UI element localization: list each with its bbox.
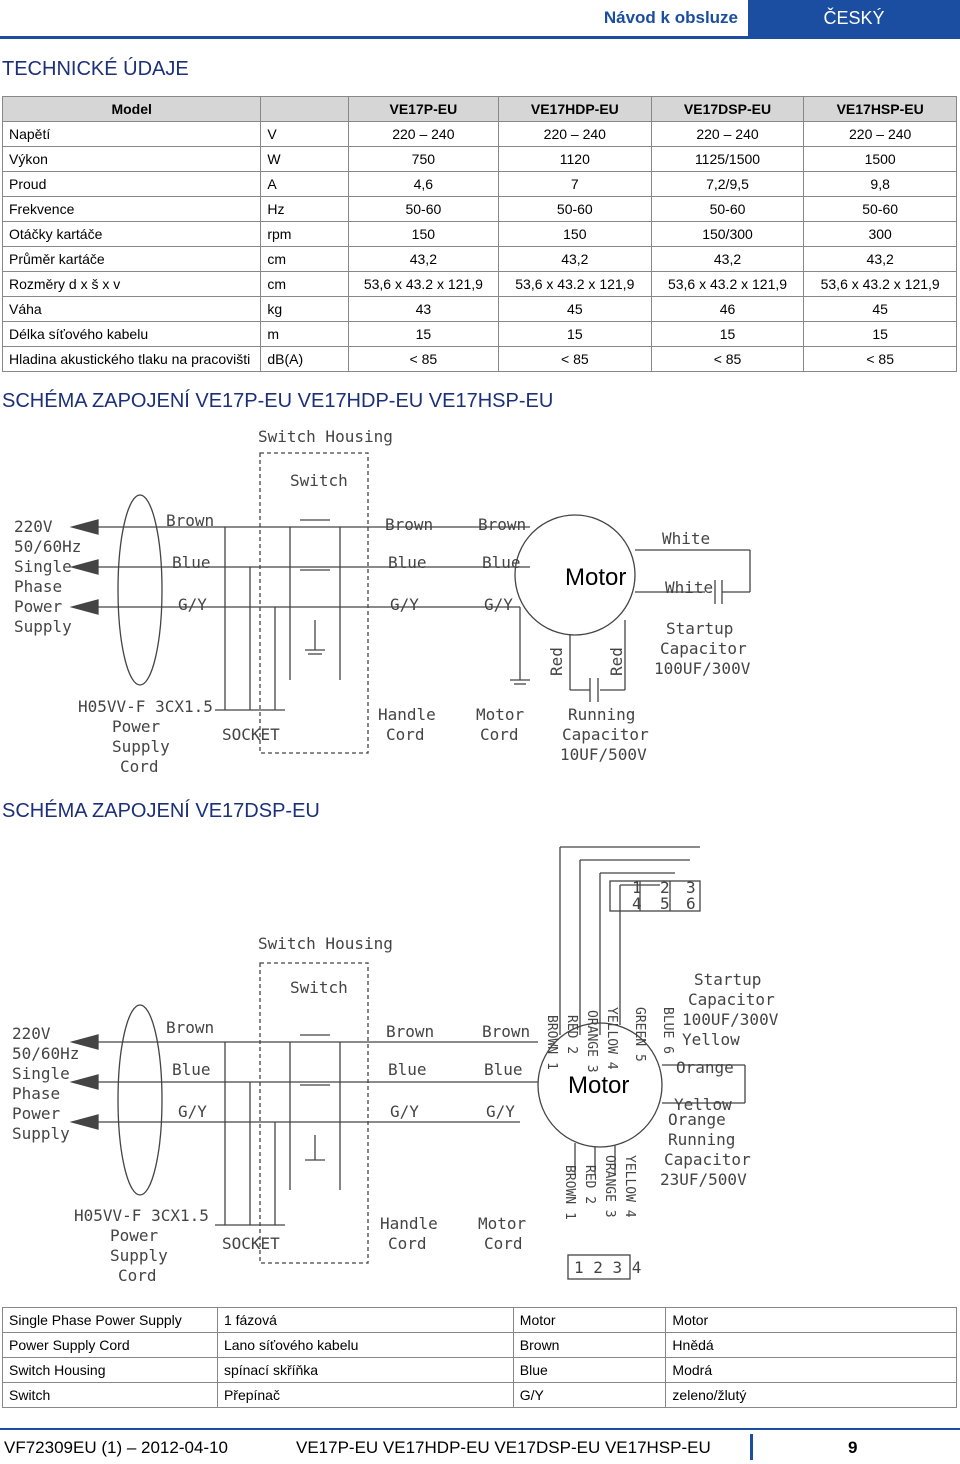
wiring-diagram-1	[0, 420, 960, 790]
d2-terminal-strip: 1 2 3 4	[574, 1258, 642, 1277]
d1-supply-5: Power	[14, 597, 63, 616]
legend-cell: Power Supply Cord	[3, 1333, 218, 1358]
d2-gy-3: G/Y	[486, 1102, 515, 1121]
d2-wire-top-5: GREEN 5	[632, 1007, 647, 1062]
spec-value: 50-60	[498, 197, 651, 222]
d2-wire-top-1: BROWN 1	[544, 1015, 559, 1070]
spec-param: Rozměry d x š x v	[3, 272, 261, 297]
spec-value: 15	[651, 322, 804, 347]
language-badge: ČESKÝ	[748, 0, 960, 36]
spec-value: 53,6 x 43.2 x 121,9	[651, 272, 804, 297]
spec-param: Otáčky kartáče	[3, 222, 261, 247]
d1-startup-1: Startup	[666, 619, 734, 638]
d2-wire-bot-4: YELLOW 4	[622, 1155, 637, 1218]
spec-header-cell: VE17HDP-EU	[498, 97, 651, 122]
spec-value: 43,2	[804, 247, 957, 272]
spec-row	[3, 347, 957, 372]
d2-running-1: Running	[668, 1130, 736, 1149]
d2-supply-1: 220V	[12, 1024, 51, 1043]
header-rule	[0, 36, 960, 39]
d1-supply-2: 50/60Hz	[14, 537, 82, 556]
legend-cell: spínací skříňka	[217, 1358, 513, 1383]
d2-yellow-2: Yellow	[674, 1095, 732, 1114]
d1-supply-1: 220V	[14, 517, 53, 536]
spec-row	[3, 222, 957, 247]
spec-param: Délka síťového kabelu	[3, 322, 261, 347]
spec-param: Frekvence	[3, 197, 261, 222]
d1-blue-1: Blue	[172, 553, 211, 572]
legend-table	[2, 1307, 957, 1408]
spec-row	[3, 122, 957, 147]
d1-blue-3: Blue	[482, 553, 521, 572]
spec-value: 7	[498, 172, 651, 197]
d2-cord-1: H05VV-F 3CX1.5	[74, 1206, 209, 1225]
spec-param: Hladina akustického tlaku na pracovišti	[3, 347, 261, 372]
spec-value: 150	[498, 222, 651, 247]
d1-startup-2: Capacitor	[660, 639, 747, 658]
spec-row	[3, 247, 957, 272]
spec-unit: A	[261, 172, 348, 197]
spec-value: 9,8	[804, 172, 957, 197]
d2-running-3: 23UF/500V	[660, 1170, 747, 1189]
legend-cell: Lano síťového kabelu	[217, 1333, 513, 1358]
spec-value: 53,6 x 43.2 x 121,9	[498, 272, 651, 297]
d2-motor-label: Motor	[568, 1072, 630, 1099]
d1-running-2: Capacitor	[562, 725, 649, 744]
d2-wire-top-4: YELLOW 4	[604, 1007, 619, 1070]
spec-unit: cm	[261, 247, 348, 272]
d1-gy-1: G/Y	[178, 595, 207, 614]
spec-value: 50-60	[651, 197, 804, 222]
d2-brown-2: Brown	[386, 1022, 435, 1041]
spec-value: 15	[804, 322, 957, 347]
d2-supply-3: Single	[12, 1064, 70, 1083]
spec-value: 50-60	[348, 197, 498, 222]
d2-blue-1: Blue	[172, 1060, 211, 1079]
legend-row	[3, 1358, 957, 1383]
d1-motor-label: Motor	[565, 564, 627, 591]
d1-white-2: White	[665, 578, 714, 597]
spec-header-cell: VE17P-EU	[348, 97, 498, 122]
spec-unit: Hz	[261, 197, 348, 222]
d2-wire-bot-3: ORANGE 3	[602, 1155, 617, 1218]
spec-row	[3, 272, 957, 297]
d1-motor-cord-2: Cord	[480, 725, 519, 744]
spec-value: 4,6	[348, 172, 498, 197]
d1-gy-3: G/Y	[484, 595, 513, 614]
d1-cord-3: Supply	[112, 737, 170, 756]
legend-cell: zeleno/žlutý	[666, 1383, 957, 1408]
d1-switch-label: Switch	[290, 471, 348, 490]
spec-value: 15	[498, 322, 651, 347]
legend-row	[3, 1308, 957, 1333]
d1-gy-2: G/Y	[390, 595, 419, 614]
d2-motor-cord-1: Motor	[478, 1214, 527, 1233]
spec-unit: V	[261, 122, 348, 147]
spec-header-cell: Model	[3, 97, 261, 122]
d2-wire-bot-1: BROWN 1	[562, 1165, 577, 1220]
d1-blue-2: Blue	[388, 553, 427, 572]
page-header	[0, 0, 960, 36]
spec-value: 43,2	[498, 247, 651, 272]
d2-gy-1: G/Y	[178, 1102, 207, 1121]
spec-row	[3, 147, 957, 172]
d1-running-1: Running	[568, 705, 636, 724]
legend-cell: 1 fázová	[217, 1308, 513, 1333]
d2-motor-cord-2: Cord	[484, 1234, 523, 1253]
legend-row	[3, 1333, 957, 1358]
d2-yellow: Yellow	[682, 1030, 740, 1049]
page-number: 9	[848, 1438, 858, 1457]
spec-value: < 85	[498, 347, 651, 372]
spec-unit: dB(A)	[261, 347, 348, 372]
spec-value: 150/300	[651, 222, 804, 247]
spec-value: 150	[348, 222, 498, 247]
d2-term-bot-3: 6	[686, 894, 696, 913]
spec-value: 1120	[498, 147, 651, 172]
d1-handle-1: Handle	[378, 705, 436, 724]
legend-cell: Blue	[513, 1358, 666, 1383]
footer-rule	[0, 1428, 960, 1430]
legend-cell: Motor	[513, 1308, 666, 1333]
spec-value: 46	[651, 297, 804, 322]
footer-divider	[750, 1434, 753, 1460]
spec-value: 1500	[804, 147, 957, 172]
spec-value: < 85	[348, 347, 498, 372]
spec-unit: rpm	[261, 222, 348, 247]
d1-brown-3: Brown	[478, 515, 527, 534]
spec-value: < 85	[651, 347, 804, 372]
d1-white-1: White	[662, 529, 711, 548]
spec-value: 220 – 240	[498, 122, 651, 147]
d2-wire-top-2: RED 2	[564, 1015, 579, 1055]
spec-value: 7,2/9,5	[651, 172, 804, 197]
d1-handle-2: Cord	[386, 725, 425, 744]
spec-table	[2, 96, 957, 372]
spec-value: 53,6 x 43.2 x 121,9	[348, 272, 498, 297]
d2-term-top-2: 2	[660, 878, 670, 897]
spec-param: Napětí	[3, 122, 261, 147]
d2-cord-3: Supply	[110, 1246, 168, 1265]
d2-term-bot-1: 4	[632, 894, 642, 913]
d2-supply-2: 50/60Hz	[12, 1044, 80, 1063]
legend-cell: Hnědá	[666, 1333, 957, 1358]
legend-cell: Single Phase Power Supply	[3, 1308, 218, 1333]
d2-switch-label: Switch	[290, 978, 348, 997]
d2-supply-4: Phase	[12, 1084, 61, 1103]
d2-wire-top-6: BLUE 6	[660, 1007, 675, 1054]
spec-param: Výkon	[3, 147, 261, 172]
spec-unit: W	[261, 147, 348, 172]
d2-handle-2: Cord	[388, 1234, 427, 1253]
spec-value: 45	[498, 297, 651, 322]
spec-header-cell	[261, 97, 348, 122]
d2-supply-6: Supply	[12, 1124, 70, 1143]
d1-cord-4: Cord	[120, 757, 159, 776]
footer-models: VE17P-EU VE17HDP-EU VE17DSP-EU VE17HSP-EU	[296, 1438, 711, 1457]
legend-row	[3, 1383, 957, 1408]
d1-supply-6: Supply	[14, 617, 72, 636]
d2-brown-1: Brown	[166, 1018, 215, 1037]
wiring1-section-title: SCHÉMA ZAPOJENÍ VE17P-EU VE17HDP-EU VE17HSP-EU	[2, 390, 554, 412]
spec-header-cell: VE17DSP-EU	[651, 97, 804, 122]
wiring-diagram-2	[0, 835, 960, 1295]
spec-value: 750	[348, 147, 498, 172]
d1-cord-2: Power	[112, 717, 161, 736]
d1-red-1: Red	[547, 647, 566, 676]
spec-row	[3, 322, 957, 347]
d2-term-top-3: 3	[686, 878, 696, 897]
spec-row	[3, 172, 957, 197]
spec-value: 15	[348, 322, 498, 347]
d2-switch-housing-label: Switch Housing	[258, 934, 393, 953]
manual-title: Návod k obsluze	[603, 8, 738, 27]
legend-cell: G/Y	[513, 1383, 666, 1408]
legend-cell: Switch	[3, 1383, 218, 1408]
d2-supply-5: Power	[12, 1104, 61, 1123]
spec-value: 300	[804, 222, 957, 247]
spec-unit: cm	[261, 272, 348, 297]
d1-brown-1: Brown	[166, 511, 215, 530]
legend-cell: Přepínač	[217, 1383, 513, 1408]
d2-cord-2: Power	[110, 1226, 159, 1245]
d2-orange-2: Orange	[668, 1110, 726, 1129]
spec-row	[3, 197, 957, 222]
doc-number: VF72309EU (1) – 2012-04-10	[4, 1438, 228, 1457]
d2-blue-2: Blue	[388, 1060, 427, 1079]
d2-handle-1: Handle	[380, 1214, 438, 1233]
spec-unit: m	[261, 322, 348, 347]
d1-supply-4: Phase	[14, 577, 63, 596]
d1-supply-3: Single	[14, 557, 72, 576]
d1-cord-1: H05VV-F 3CX1.5	[78, 697, 213, 716]
spec-header-row	[3, 97, 957, 122]
legend-cell: Motor	[666, 1308, 957, 1333]
spec-param: Proud	[3, 172, 261, 197]
d1-startup-3: 100UF/300V	[654, 659, 751, 678]
d2-wire-bot-2: RED 2	[582, 1165, 597, 1205]
spec-value: 50-60	[804, 197, 957, 222]
spec-header-cell: VE17HSP-EU	[804, 97, 957, 122]
spec-row	[3, 297, 957, 322]
spec-value: 220 – 240	[348, 122, 498, 147]
spec-value: 1125/1500	[651, 147, 804, 172]
d1-running-3: 10UF/500V	[560, 745, 647, 764]
d2-orange: Orange	[676, 1058, 734, 1077]
d2-cord-4: Cord	[118, 1266, 157, 1285]
spec-value: 53,6 x 43.2 x 121,9	[804, 272, 957, 297]
spec-value: < 85	[804, 347, 957, 372]
d2-blue-3: Blue	[484, 1060, 523, 1079]
d2-socket: SOCKET	[222, 1234, 280, 1253]
d2-term-bot-2: 5	[660, 894, 670, 913]
legend-cell: Switch Housing	[3, 1358, 218, 1383]
d1-socket: SOCKET	[222, 725, 280, 744]
legend-cell: Brown	[513, 1333, 666, 1358]
d1-red-2: Red	[607, 647, 626, 676]
d2-gy-2: G/Y	[390, 1102, 419, 1121]
spec-value: 45	[804, 297, 957, 322]
d2-startup-2: Capacitor	[688, 990, 775, 1009]
d2-startup-1: Startup	[694, 970, 762, 989]
d2-wire-top-3: ORANGE 3	[584, 1010, 599, 1073]
spec-param: Váha	[3, 297, 261, 322]
d1-brown-2: Brown	[385, 515, 434, 534]
spec-unit: kg	[261, 297, 348, 322]
d2-running-2: Capacitor	[664, 1150, 751, 1169]
wiring2-section-title: SCHÉMA ZAPOJENÍ VE17DSP-EU	[2, 800, 320, 822]
legend-cell: Modrá	[666, 1358, 957, 1383]
d1-switch-housing-label: Switch Housing	[258, 427, 393, 446]
spec-value: 220 – 240	[651, 122, 804, 147]
page-footer	[0, 1428, 960, 1464]
tech-section-title: TECHNICKÉ ÚDAJE	[2, 58, 189, 80]
spec-param: Průměr kartáče	[3, 247, 261, 272]
d1-motor-cord-1: Motor	[476, 705, 525, 724]
spec-value: 43,2	[348, 247, 498, 272]
d2-startup-3: 100UF/300V	[682, 1010, 779, 1029]
d2-term-top-1: 1	[632, 878, 642, 897]
spec-value: 220 – 240	[804, 122, 957, 147]
spec-value: 43	[348, 297, 498, 322]
d2-brown-3: Brown	[482, 1022, 531, 1041]
spec-value: 43,2	[651, 247, 804, 272]
